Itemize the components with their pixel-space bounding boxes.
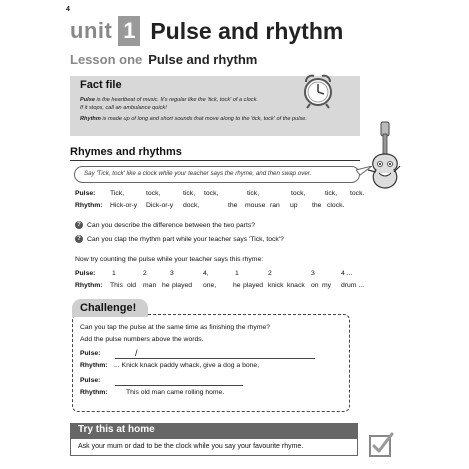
question-mark-icon: ?	[75, 235, 83, 243]
unit-number: 1	[118, 16, 140, 46]
fact-file-title: Fact file	[80, 79, 122, 91]
challenge-rhythm-text: ... Knick knack paddy whack, give a dog a bone,	[114, 362, 260, 369]
count-rhythm-word: man	[143, 282, 157, 289]
pulse-word: tick,	[325, 190, 338, 197]
rhythm-word: Dick-or-y	[146, 202, 174, 209]
pulse-word: Tick,	[110, 190, 125, 197]
rhythm-term: Rhythm	[80, 116, 101, 122]
challenge-rhythm-label: Rhythm:	[80, 362, 108, 369]
rhyme-instruction: Say 'Tick, tock' like a clock while your teacher says the rhyme, and then swap over.	[84, 170, 312, 177]
count-rhythm-word: knick	[268, 282, 284, 289]
rhymes-heading: Rhymes and rhythms	[70, 146, 182, 158]
challenge-rhythm2-label: Rhythm:	[80, 389, 108, 396]
count-number: 3	[170, 270, 174, 277]
pulse-word: tock,	[291, 190, 306, 197]
count-rhythm-word: he	[233, 282, 241, 289]
count-rhythm-word: on	[311, 282, 319, 289]
fact-file-line-3	[80, 116, 307, 123]
page-number: 4	[66, 6, 70, 13]
tick-box-icon	[368, 432, 394, 458]
pulse-word: tock,	[146, 190, 161, 197]
count-pulse-label: Pulse:	[75, 270, 96, 277]
pulse-mark: /	[135, 348, 138, 358]
pulse-word: tock.	[350, 190, 365, 197]
count-rhythm-word: knack	[287, 282, 305, 289]
rhythm-definition: is made up of long and short sounds that move along to the 'tick, tock' of the pulse.	[100, 116, 307, 122]
pulse-definition: is the heartbeat of music. It's regular like the 'tick, tock' of a clock.	[94, 97, 258, 103]
challenge-line-1: Can you tap the pulse at the same time as finishing the rhyme?	[80, 324, 271, 331]
count-rhythm-word: drum ...	[341, 282, 365, 289]
count-number: 1	[112, 270, 116, 277]
question-1: Can you describe the difference between the two parts?	[87, 222, 256, 229]
challenge-line-2: Add the pulse numbers above the words.	[80, 336, 204, 343]
guitar-character-icon	[364, 120, 402, 190]
count-intro: Now try counting the pulse while your teacher says this rhyme:	[75, 256, 264, 263]
lesson-heading	[70, 52, 257, 67]
pulse-word: tick,	[247, 190, 260, 197]
count-rhythm-label: Rhythm:	[75, 282, 103, 289]
question-2: Can you clap the rhythm part while your teacher says 'Tick, tock'?	[87, 236, 284, 243]
count-number: 4,	[203, 270, 209, 277]
count-number: 2	[143, 270, 147, 277]
count-rhythm-word: This	[110, 282, 123, 289]
challenge-rhythm2-text: This old man came rolling home.	[126, 389, 225, 396]
pulse-word: tock,	[204, 190, 219, 197]
count-rhythm-word: played	[243, 282, 264, 289]
count-number: 2	[268, 270, 272, 277]
count-number: 3	[311, 270, 315, 277]
rhythm-word: up	[290, 202, 298, 209]
pulse2-answer-line[interactable]	[115, 385, 243, 386]
lesson-label: Lesson one	[70, 52, 143, 67]
rhythm-word: ran	[270, 202, 280, 209]
question-mark-icon: ?	[75, 221, 83, 229]
count-rhythm-word: old	[127, 282, 137, 289]
try-at-home-text: Ask your mum or dad to be the clock while you say your favourite rhyme.	[78, 443, 304, 450]
rhythm-word: the	[312, 202, 322, 209]
challenge-title: Challenge!	[80, 302, 137, 314]
pulse-term: Pulse	[80, 97, 95, 103]
count-number: 4 ...	[341, 270, 353, 277]
try-at-home-title: Try this at home	[78, 424, 155, 435]
count-rhythm-word: my	[322, 282, 332, 289]
rhythm-word: clock.	[327, 202, 345, 209]
count-rhythm-word: he	[162, 282, 170, 289]
unit-word: unit	[70, 18, 113, 43]
lesson-title: Pulse and rhythm	[148, 52, 258, 67]
rhythm-word: mouse	[245, 202, 266, 209]
pulse-row-label: Pulse:	[75, 190, 96, 197]
unit-header	[70, 16, 343, 46]
pulse-answer-line[interactable]	[115, 358, 315, 359]
count-rhythm-word: one,	[203, 282, 217, 289]
fact-file-line-1	[80, 97, 258, 104]
rhymes-divider	[70, 160, 360, 161]
challenge-pulse2-label: Pulse:	[80, 377, 101, 384]
fact-file-line-2: If it stops, call an ambulance quick!	[80, 105, 167, 111]
count-number: 1	[235, 270, 239, 277]
pulse-word: tick,	[183, 190, 196, 197]
count-rhythm-word: played	[172, 282, 193, 289]
rhythm-word: Hick-or-y	[110, 202, 138, 209]
alarm-clock-icon	[298, 70, 338, 110]
rhythm-word: the	[228, 202, 238, 209]
rhythm-word: dock,	[183, 202, 200, 209]
unit-title: Pulse and rhythm	[150, 17, 344, 44]
challenge-pulse-label: Pulse:	[80, 350, 101, 357]
rhythm-row-label: Rhythm:	[75, 202, 103, 209]
